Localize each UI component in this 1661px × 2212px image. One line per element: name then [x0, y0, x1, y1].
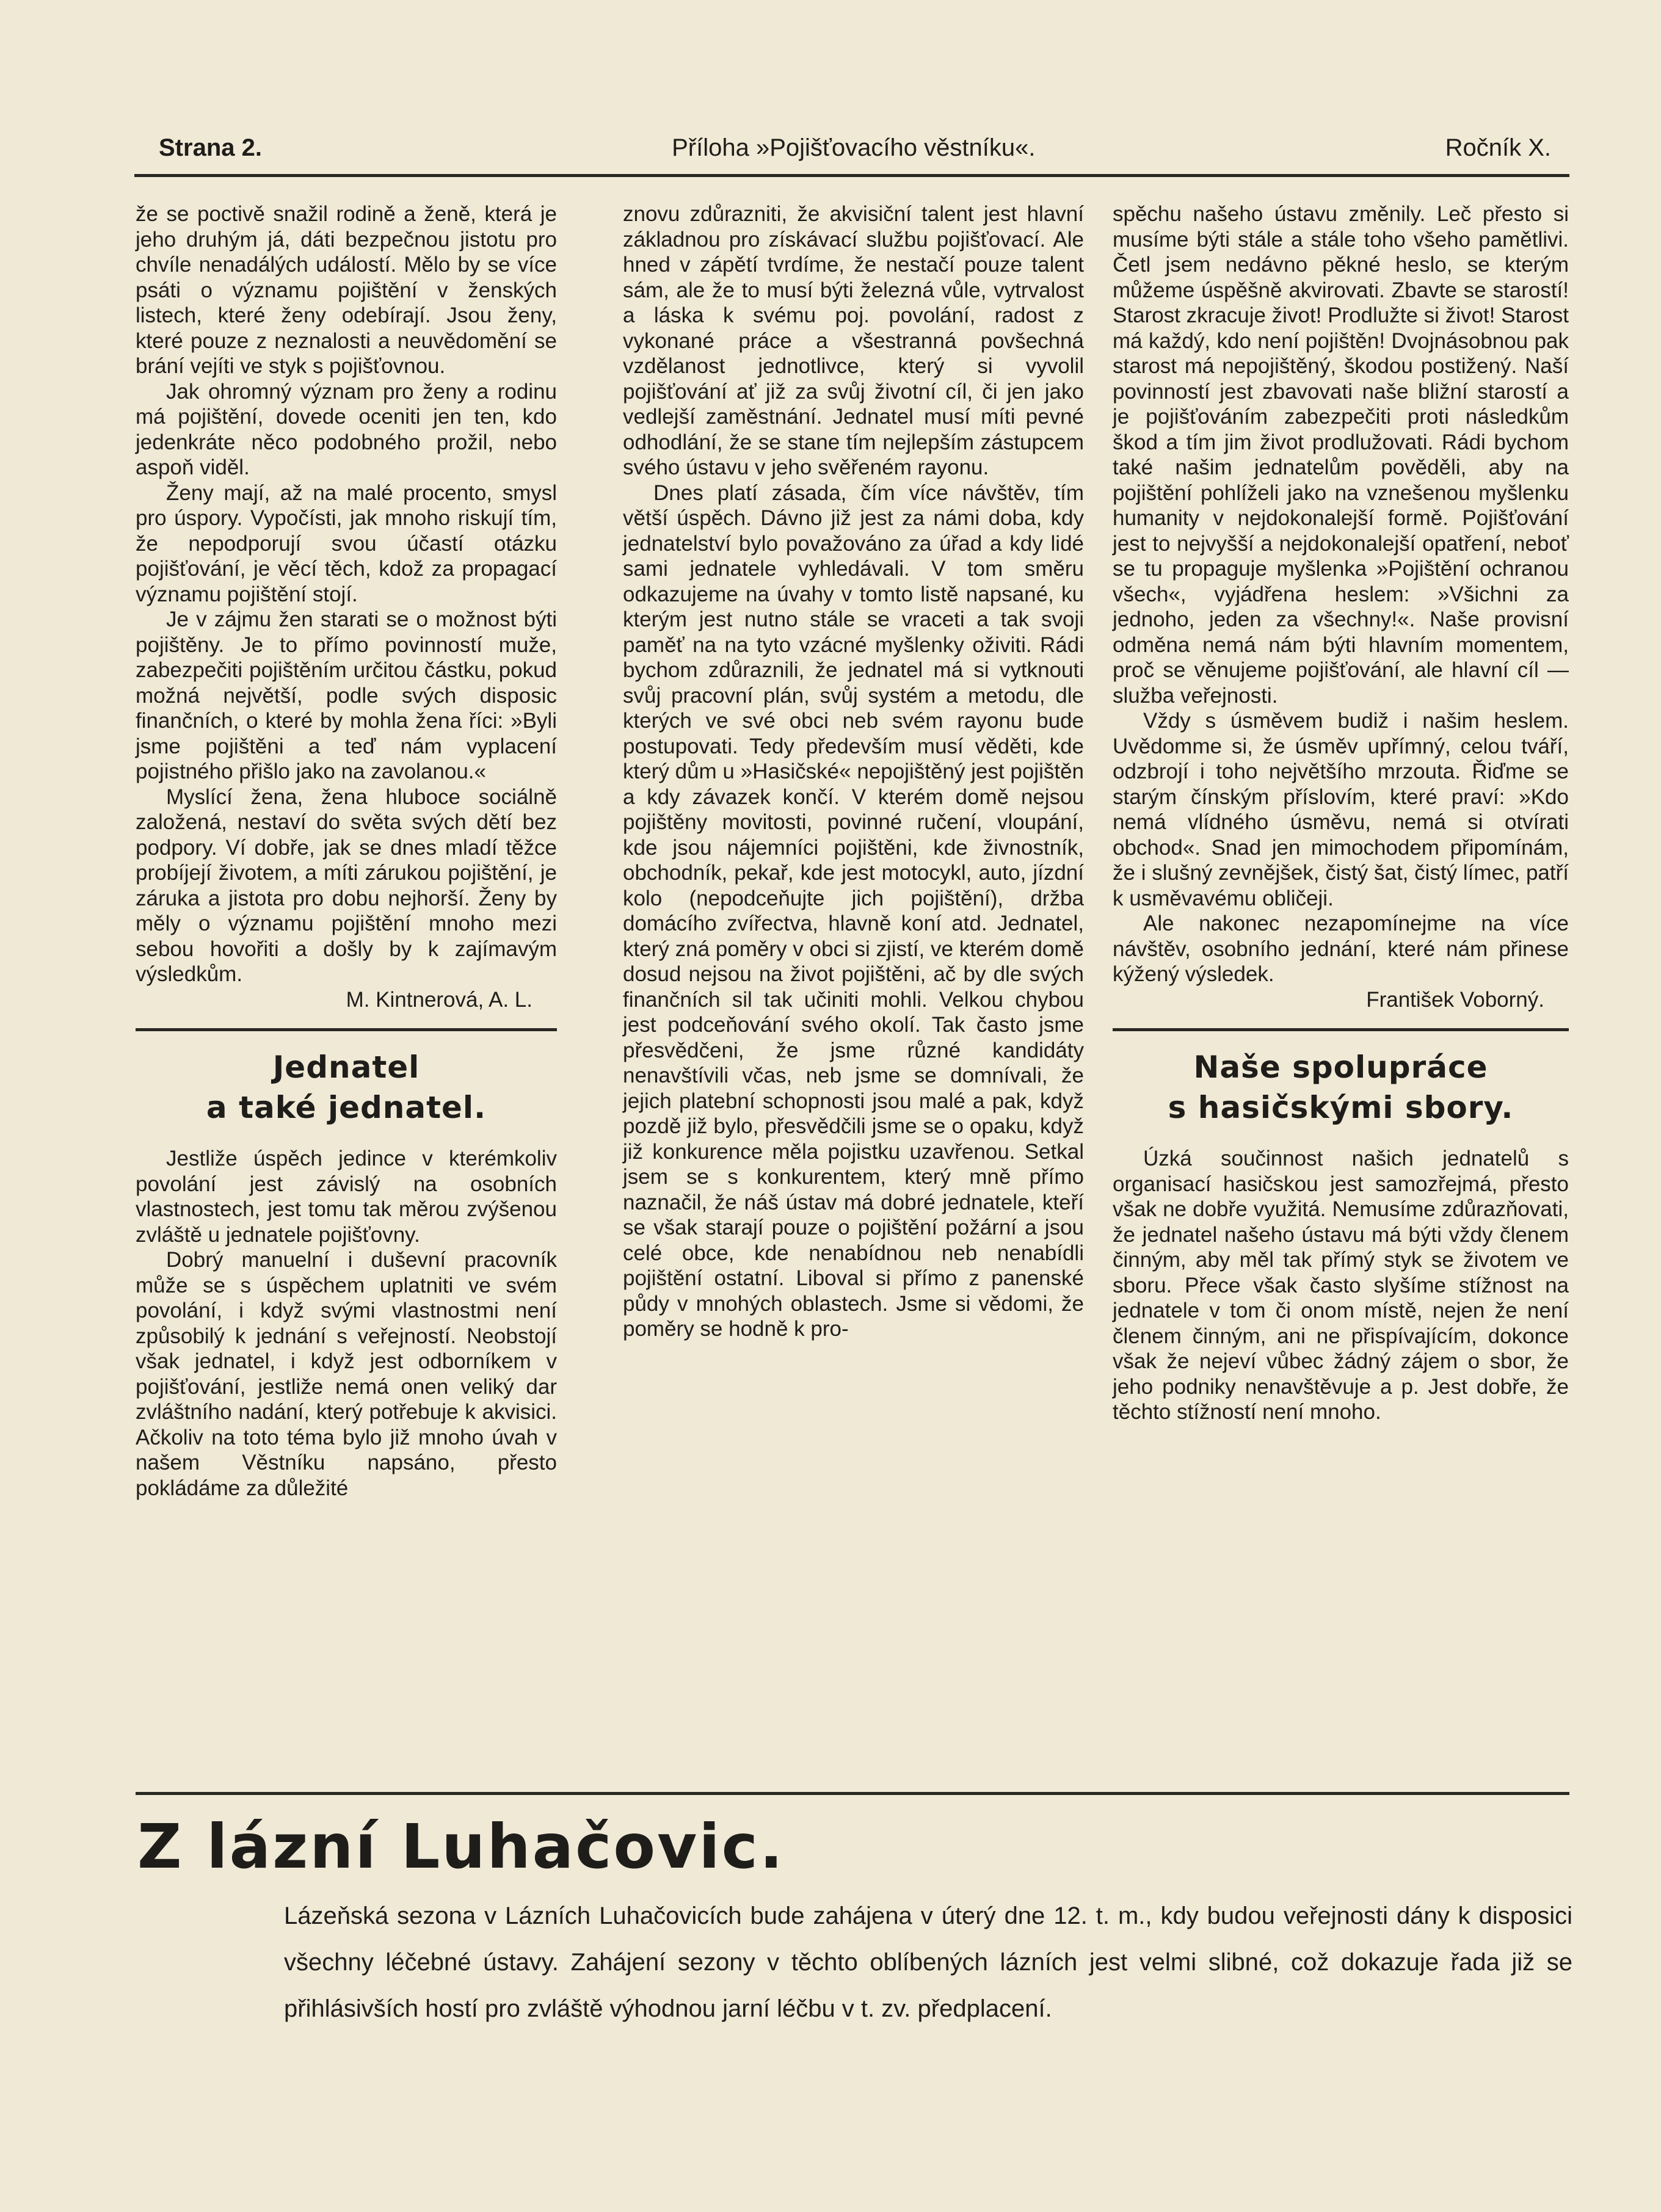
column-1 [136, 201, 557, 1501]
article-paragraph: Ale nakonec nezapomínejme na více návštěv, osobního jednání, které nám přinese kýžený výsledek. [1113, 912, 1569, 986]
headline-line-1: Naše spolupráce [1193, 1050, 1488, 1085]
headline-line-1: Jednatel [272, 1050, 420, 1085]
article-divider [136, 1028, 557, 1031]
article-paragraph: Dnes platí zásada, čím více návštěv, tím větší úspěch. Dávno již jest za námi doba, kdy jednatelství bylo považováno za úřad a kdy lidé sami jednatele vyhledávali. V tom směru odkazujeme na úvahy v tomto listě napsané, ku kterým jest nutno stále se vraceti a tak svoji paměť na na tyto vzácné myšlenky oživiti. Rádi bychom zdůraznili, že jednatel má si vytknouti svůj pracovní plán, svůj systém a metodu, dle kterých ve své obci neb svém rayonu bude postupovati. Tedy především musí věděti, kde který dům u »Hasičské« nepojištěný jest pojištěn a kdy závazek končí. V kterém domě nejsou pojištěny movitosti, povinné ručení, vloupání, kde jsou nájemníci pojištěni, kde živnostník, obchodník, pekař, kde jest motocykl, auto, jízdní kolo (nepodceňujte jich pojištění), držba domácího zvířectva, hlavně koní atd. Jednatel, který zná poměry v obci si zjistí, ve kterém domě dosud nejsou na život pojištěni, ač by dle svých finančních sil tak učiniti mohli. Velkou chybou jest podceňování svého okolí. Tak často jsme přesvědčeni, že jsme různé kandidáty nenavštívili včas, neb jsme se domnívali, že jejich platební schopnosti jsou malé a pak, když pozdě již bylo, přesvědčili jsme se o opaku, když již konkurence měla pojistku uzavřenou. Setkal jsem se s konkurentem, který mně přímo naznačil, že náš ústav má dobré jednatele, kteří se však starají pouze o pojištění požární a jsou celé obce, kde nenabídnou neb nenabídli pojištění ostatní. Liboval si přímo z panenské půdy v mnohých oblastech. Jsme si vědomi, že poměry se hodně k pro- [623, 480, 1084, 1341]
article-paragraph: spěchu našeho ústavu změnily. Leč přesto si musíme býti stále a stále toho všeho pamětlivi. Četl jsem nedávno pěkné heslo, se kterým můžeme úspěšně akvirovati. Zbavte se starostí! Starost zkracuje život! Prodlužte si život! Starost má každý, kdo není pojištěn! Dvojnásobnou pak starost má nepojištěný, škodou postižený. Naší povinností jest zbavovati naše bližní starostí a je pojišťováním zabezpečiti proti následkům škod a tím jim život prodlužovati. Rádi bychom také našim jednatelům pověděli, aby na pojištění pohlíželi jako na vznešenou myšlenku humanity v nejdokonalejší formě. Pojišťování jest to nejvyšší a nejdokonalejší opatření, neboť se tu propaguje myšlenka »Pojištění ochranou všech«, vyjádřena heslem: »Všichni za jednoho, jeden za všechny!«. Naše provisní odměna nemá nám býti hlavním momentem, proč se věnujeme pojišťování, ale hlavní cíl — služba veřejnosti. [1113, 202, 1569, 708]
author-signature: M. Kintnerová, A. L. [346, 987, 532, 1012]
article-paragraph: že se poctivě snažil rodině a ženě, která je jeho druhým já, dáti bezpečnou jistotu pro chvíle nenadálých událostí. Mělo by se více psáti o významu pojištění v ženských listech, které ženy odebírají. Jsou ženy, které pouze z neznalosti a neuvědomění se brání vejíti ve styk s pojišťovnou. [136, 202, 557, 378]
section-rule [136, 1792, 1569, 1795]
page-header [159, 125, 1551, 162]
column-3 [1113, 201, 1569, 1425]
article-headline [136, 1047, 557, 1128]
page-number: Strana 2. [159, 134, 262, 161]
article-paragraph: Vždy s úsměvem budiž i našim heslem. Uvědomme si, že úsměv upřímný, celou tváří, odzbrojí i toho největšího mrzouta. Řiďme se starým čínským příslovím, které praví: »Kdo nemá vlídného úsměvu, nemá si otvírati obchod«. Snad jen mimochodem připomínám, že i slušný zevnějšek, čistý šat, čistý límec, patří k usměvavému obličeji. [1113, 709, 1569, 910]
volume-number: Ročník X. [1445, 134, 1551, 161]
headline-line-2: s hasičskými sbory. [1168, 1090, 1514, 1125]
column-2 [623, 201, 1084, 1342]
headline-line-2: a také jednatel. [206, 1090, 487, 1125]
article-paragraph: Ženy mají, až na malé procento, smysl pro úspory. Vypočísti, jak mnoho riskují tím, že nepodporují svou účastí otázku pojišťování, je věcí těch, kdož za propagací významu pojištění stojí. [136, 480, 557, 606]
article-paragraph: Úzká součinnost našich jednatelů s organisací hasičskou jest samozřejmá, přesto však ne dobře využitá. Nemusíme zdůrazňovati, že jednatel našeho ústavu má býti vždy členem činným, aby měl tak přímý styk se životem ve sboru. Přece však často slyšíme stížnost na jednatele v tom či onom místě, nejen že není členem činným, ani ne přispívajícím, dokonce však že nejeví vůbec žádný zájem o sbor, že jeho podniky nenavštěvuje a p. Jest dobře, že těchto stížností není mnoho. [1113, 1147, 1569, 1424]
header-rule [134, 174, 1569, 177]
author-signature: František Voborný. [1366, 987, 1544, 1012]
article-divider [1113, 1028, 1569, 1031]
article-paragraph: Myslící žena, žena hluboce sociálně založená, nestaví do světa svých dětí bez podpory. Ví dobře, jak se dnes mladí těžce probíjejí životem, a míti zárukou pojištění, je záruka a jistota pro dobu nejhorší. Ženy by měly o významu pojištění mnoho mezi sebou hovořiti a došly by k zajímavým výsledkům. [136, 785, 557, 986]
article-paragraph: Je v zájmu žen starati se o možnost býti pojištěny. Je to přímo povinností muže, zabezpečiti pojištěním určitou částku, pokud možná největší, podle svých disposic finančních, o které by mohla žena říci: »Byli jsme pojištěni a teď nám vyplacení pojistného přišlo jako na zavolanou.« [136, 607, 557, 783]
publication-title: Příloha »Pojišťovacího věstníku«. [672, 134, 1036, 161]
article-paragraph: Dobrý manuelní i duševní pracovník může se s úspěchem uplatniti ve svém povolání, i když svými vlastnostmi není způsobilý k jednání s veřejností. Neobstojí však jednatel, i když jest odborníkem v pojišťování, jestliže nemá onen veliký dar zvláštního nadání, který potřebuje k akvisici. Ačkoliv na toto téma bylo již mnoho úvah v našem Věstníku napsáno, přesto pokládáme za důležité [136, 1248, 557, 1500]
article-headline [1113, 1047, 1569, 1128]
bottom-headline: Z lázní Luhačovic. [137, 1811, 785, 1882]
article-paragraph: Jak ohromný význam pro ženy a rodinu má pojištění, dovede oceniti jen ten, kdo jedenkráte něco podobného prožil, nebo aspoň viděl. [136, 379, 557, 479]
bottom-article-text: Lázeňská sezona v Lázních Luhačovicích bude zahájena v úterý dne 12. t. m., kdy budou veřejnosti dány k disposici všechny léčebné ústavy. Zahájení sezony v těchto oblíbených lázních jest velmi slibné, což dokazuje řada již se přihlásivších hostí pro zvláště výhodnou jarní léčbu v t. zv. předplacení. [284, 1902, 1572, 2022]
article-paragraph: Jestliže úspěch jedince v kterémkoliv povolání jest závislý na osobních vlastnostech, jest tomu tak měrou zvýšenou zvláště u jednatele pojišťovny. [136, 1147, 557, 1247]
article-paragraph: znovu zdůrazniti, že akvisiční talent jest hlavní základnou pro získávací službu pojišťovací. Ale hned v zápětí tvrdíme, že nestačí pouze talent sám, ale že to musí býti železná vůle, vytrvalost a láska k svému poj. povolání, radost z vykonané práce a všestranná povšechná vzdělanost jednotlivce, který si vyvolil pojišťování ať již za svůj životní cíl, či jen jako vedlejší zaměstnání. Jednatel musí míti pevné odhodlání, že se stane tím nejlepším zástupcem svého ústavu v jeho svěřeném rayonu. [623, 202, 1084, 479]
